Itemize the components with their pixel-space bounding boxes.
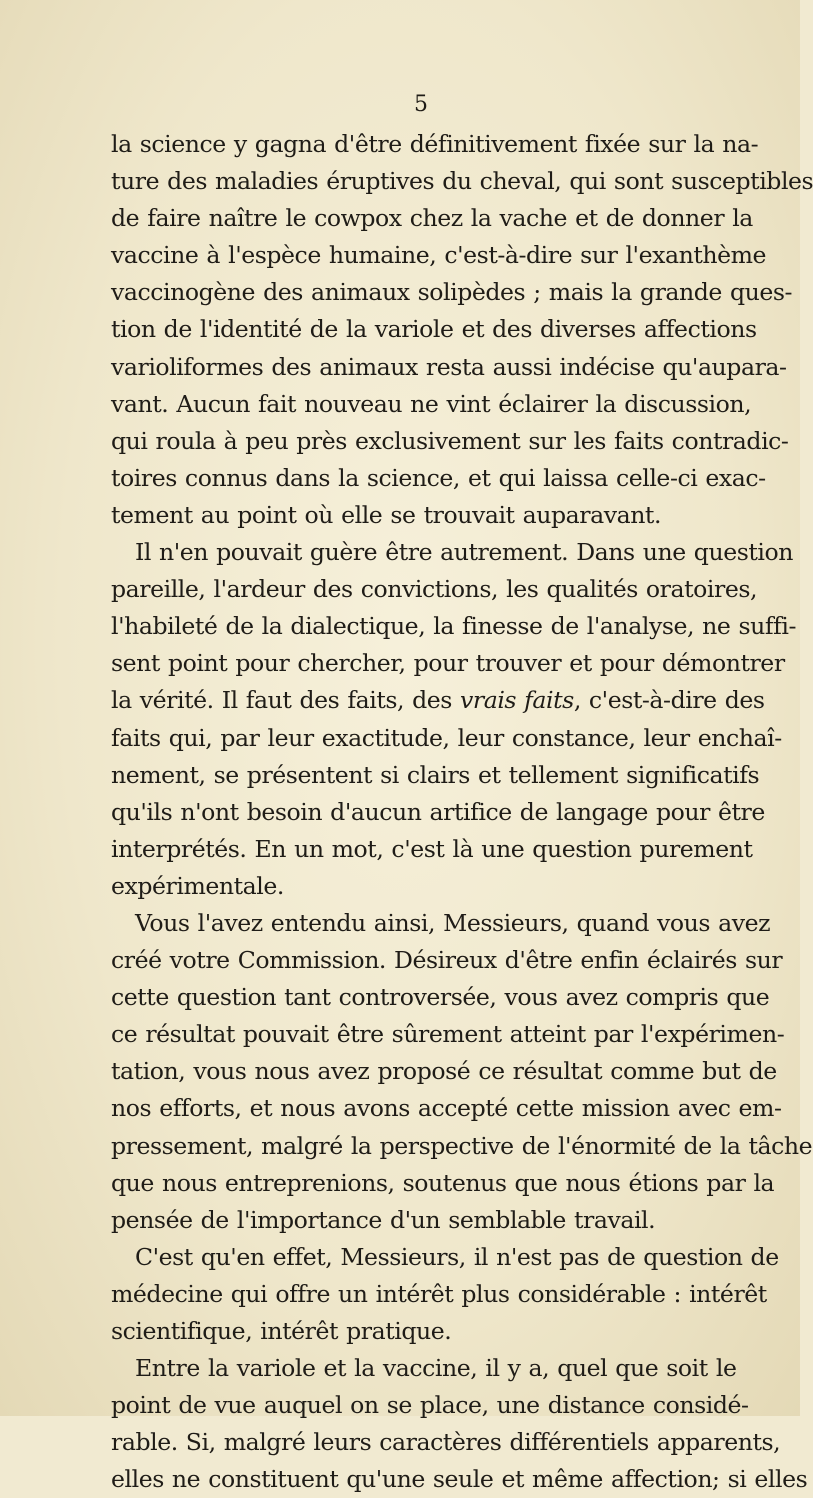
text-line: cette question tant controversée, vous avez compris que [111,983,770,1012]
text-line: Vous l'avez entendu ainsi, Messieurs, quand vous avez [135,908,771,937]
text-line: C'est qu'en effet, Messieurs, il n'est pas de question de [135,1242,779,1271]
text-line: la science y gagna d'être définitivement fixée sur la na- [111,130,759,158]
emphasized-text: vrais faits [460,686,574,715]
text-line: expérimentale. [111,871,284,900]
text-line: elles ne constituent qu'une seule et même affection; si elles [111,1465,808,1494]
text-line-with-italic [111,682,765,719]
text-line: vaccine à l'espèce humaine, c'est-à-dire sur l'exanthème [111,241,767,270]
text-line: vaccinogène des animaux solipèdes ; mais la grande ques- [111,278,793,307]
text-line: toires connus dans la science, et qui laissa celle-ci exac- [111,463,766,492]
text-line: sent point pour chercher, pour trouver et pour démontrer [111,649,785,678]
text-line: varioliformes des animaux resta aussi indécise qu'aupara- [111,352,787,381]
text-line: créé votre Commission. Désireux d'être enfin éclairés sur [111,946,783,975]
text-line: ce résultat pouvait être sûrement atteint par l'expérimen- [111,1020,785,1049]
text-line: rable. Si, malgré leurs caractères différentiels apparents, [111,1428,781,1457]
text-line: tement au point où elle se trouvait auparavant. [111,500,662,529]
text-line: pensée de l'importance d'un semblable travail. [111,1205,656,1234]
text-line: Il n'en pouvait guère être autrement. Dans une question [135,538,793,567]
text-line: vant. Aucun fait nouveau ne vint éclairer la discussion, [111,389,752,418]
text-line: que nous entreprenions, soutenus que nous étions par la [111,1168,775,1197]
text-line: interprétés. En un mot, c'est là une question purement [111,834,753,863]
text-line: qui roula à peu près exclusivement sur les faits contradic- [111,426,789,455]
text-line: tion de l'identité de la variole et des diverses affections [111,315,757,344]
text-line: nos efforts, et nous avons accepté cette mission avec em- [111,1094,782,1123]
text-line: pareille, l'ardeur des convictions, les qualités oratoires, [111,575,758,604]
text-segment: la vérité. Il faut des faits, des [111,686,460,715]
text-line: point de vue auquel on se place, une distance considé- [111,1391,749,1420]
text-line: qu'ils n'ont besoin d'aucun artifice de langage pour être [111,797,765,826]
text-line: nement, se présentent si clairs et tellement significatifs [111,760,760,789]
page-number: 5 [414,92,428,117]
body-text [111,126,813,1498]
text-line: pressement, malgré la perspective de l'énormité de la tâche [111,1131,813,1160]
text-line: l'habileté de la dialectique, la finesse de l'analyse, ne suffi- [111,612,797,641]
text-line: tation, vous nous avez proposé ce résultat comme but de [111,1057,777,1086]
text-line: de faire naître le cowpox chez la vache et de donner la [111,204,753,233]
text-line: faits qui, par leur exactitude, leur constance, leur enchaî- [111,723,782,752]
text-line: ture des maladies éruptives du cheval, qui sont susceptibles [111,167,813,196]
text-line: Entre la variole et la vaccine, il y a, quel que soit le [135,1354,737,1383]
text-segment: , c'est-à-dire des [573,686,765,715]
text-line: médecine qui offre un intérêt plus considérable : intérêt [111,1279,767,1308]
text-line: scientifique, intérêt pratique. [111,1317,452,1345]
